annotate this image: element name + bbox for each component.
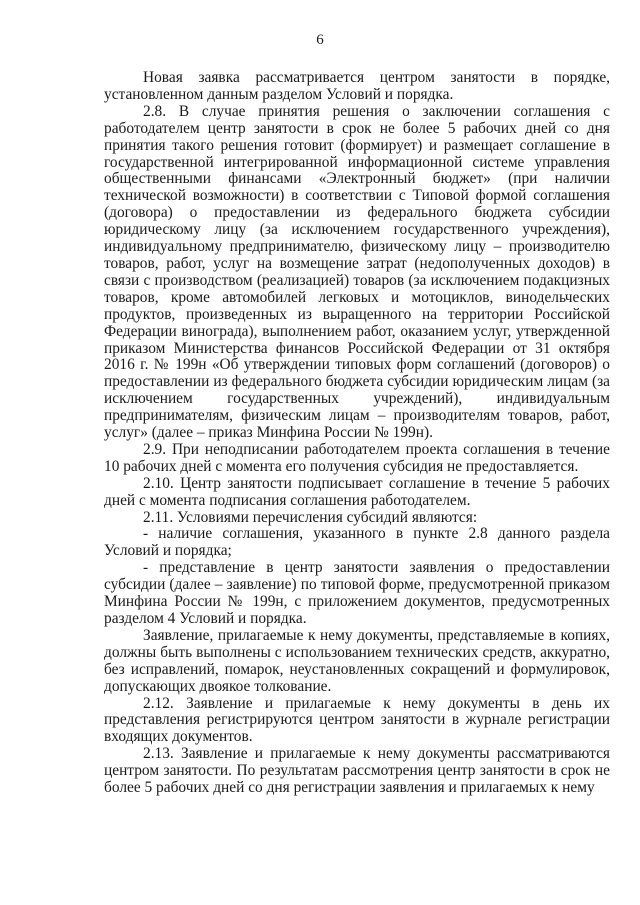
list-item-application: - представление в центр занятости заявления о предоставлении субсидии (далее – заявление) по типовой форме, предусмотренной приказом Минфина России № 199н, с приложением документов, предусмотренных разделом 4 Условий и порядка. — [104, 559, 610, 627]
paragraph-2-12: 2.12. Заявление и прилагаемые к нему документы в день их представления регистрируются центром занятости в журнале регистрации входящих документов. — [104, 694, 610, 746]
paragraph-2-9: 2.9. При неподписании работодателем проекта соглашения в течение 10 рабочих дней с момента его получения субсидия не предоставляется. — [104, 440, 610, 475]
document-body — [104, 70, 610, 797]
paragraph-documents-requirements: Заявление, прилагаемые к нему документы, представляемые в копиях, должны быть выполнены с использованием технических средств, аккуратно, без исправлений, помарок, неустановленных сокращений и формулировок, допускающих двоякое толкование. — [104, 626, 610, 695]
paragraph-2-13: 2.13. Заявление и прилагаемые к нему документы рассматриваются центром занятости. По результатам рассмотрения центр занятости в срок не более 5 рабочих дней со дня регистрации заявления и прилагаемых к нему — [104, 745, 610, 797]
paragraph-2-11: 2.11. Условиями перечисления субсидий являются: — [143, 508, 478, 526]
paragraph-2-10: 2.10. Центр занятости подписывает соглашение в течение 5 рабочих дней с момента подписания соглашения работодателем. — [104, 474, 610, 509]
paragraph-2-8: 2.8. В случае принятия решения о заключении соглашения с работодателем центр занятости в срок не более 5 рабочих дней со дня принятия такого решения готовит (формирует) и размещает соглашение в государственной интегрированной информационной системе управления общественными финансами «Электронный бюджет» (при наличии технической возможности) в соответствии с Типовой формой соглашения (договора) о предоставлении из федерального бюджета субсидии юридическому лицу (за исключением государственного учреждения), индивидуальному предпринимателю, физическому лицу – производителю товаров, работ, услуг на возмещение затрат (недополученных доходов) в связи с производством (реализацией) товаров (за исключением подакцизных товаров, кроме автомобилей легковых и мотоциклов, винодельческих продуктов, произведенных из выращенного на территории Российской Федерации винограда), выполнением работ, оказанием услуг, утвержденной приказом Министерства финансов Российской Федерации от 31 октября 2016 г. № 199н «Об утверждении типовых форм соглашений (договоров) о предоставлении из федерального бюджета субсидии юридическим лицам (за исключением государственных учреждений), индивидуальным предпринимателям, физическим лицам – производителям товаров, работ, услуг» (далее – приказ Минфина России № 199н). — [104, 102, 610, 442]
paragraph-new-application: Новая заявка рассматривается центром занятости в порядке, установленном данным разделом Условий и порядка. — [104, 69, 610, 103]
page-number: 6 — [316, 32, 324, 48]
list-item-agreement: - наличие соглашения, указанного в пункте 2.8 данного раздела Условий и порядка; — [104, 525, 610, 560]
